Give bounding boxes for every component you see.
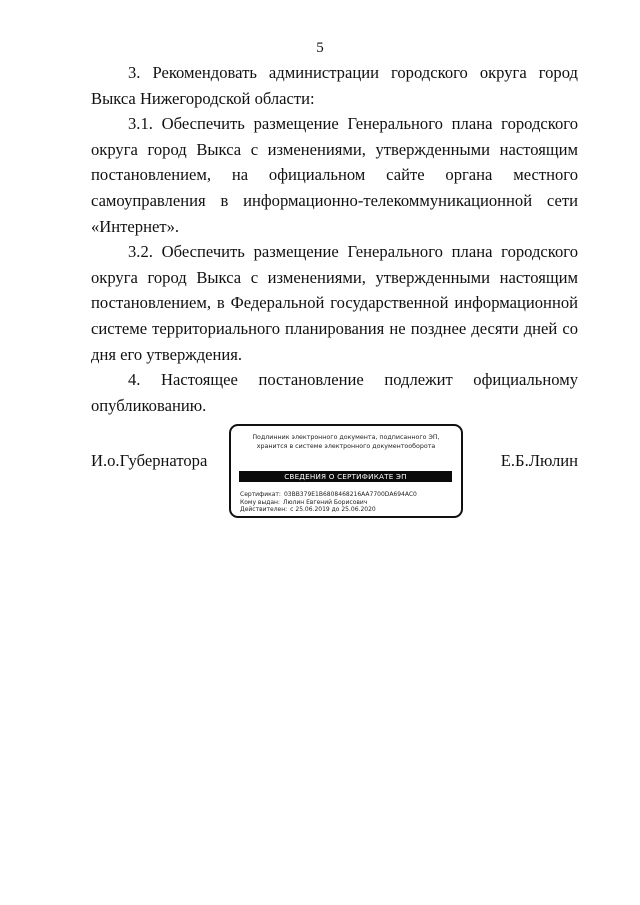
stamp-note — [231, 434, 461, 451]
issued-to-row — [240, 499, 417, 507]
validity-value: с 25.06.2019 до 25.06.2020 — [290, 506, 376, 514]
signatory-position: И.о.Губернатора — [91, 451, 208, 470]
certificate-value: 03BB379E1B6808468216AA7700DA694AC0 — [283, 491, 417, 498]
e-signature-stamp — [229, 424, 463, 518]
issued-to-value: Люлин Евгений Борисович — [282, 498, 368, 506]
certificate-row — [240, 491, 417, 499]
stamp-note-line-1: Подлинник электронного документа, подписанного ЭП, — [252, 434, 440, 441]
paragraph-3: 3. Рекомендовать администрации городского округа город Выкса Нижегородской области: — [91, 63, 578, 108]
certificate-label: Сертификат: — [240, 491, 281, 498]
issued-to-label: Кому выдан: — [240, 498, 280, 506]
validity-row — [240, 506, 417, 514]
paragraph-3-1: 3.1. Обеспечить размещение Генерального плана городского округа город Выкса с изменениями, утвержденными настоящим постановлением, на официальном сайте органа местного самоуправления в информационно-телекоммуникационной сети «Интернет». — [91, 114, 578, 236]
paragraph-4: 4. Настоящее постановление подлежит официальному опубликованию. — [91, 370, 578, 415]
validity-label: Действителен: — [240, 506, 288, 514]
paragraph-3-2: 3.2. Обеспечить размещение Генерального плана городского округа город Выкса с изменениями, утвержденными настоящим постановлением, в Федеральной государственной информационной системе территориального планирования не позднее десяти дней со дня его утверждения. — [91, 242, 578, 364]
stamp-header: СВЕДЕНИЯ О СЕРТИФИКАТЕ ЭП — [239, 471, 452, 482]
signatory-name: Е.Б.Люлин — [500, 451, 578, 470]
document-body — [91, 60, 578, 418]
page-number: 5 — [316, 40, 324, 56]
stamp-details — [240, 491, 417, 514]
stamp-note-line-2: хранится в системе электронного документооборота — [256, 442, 436, 450]
